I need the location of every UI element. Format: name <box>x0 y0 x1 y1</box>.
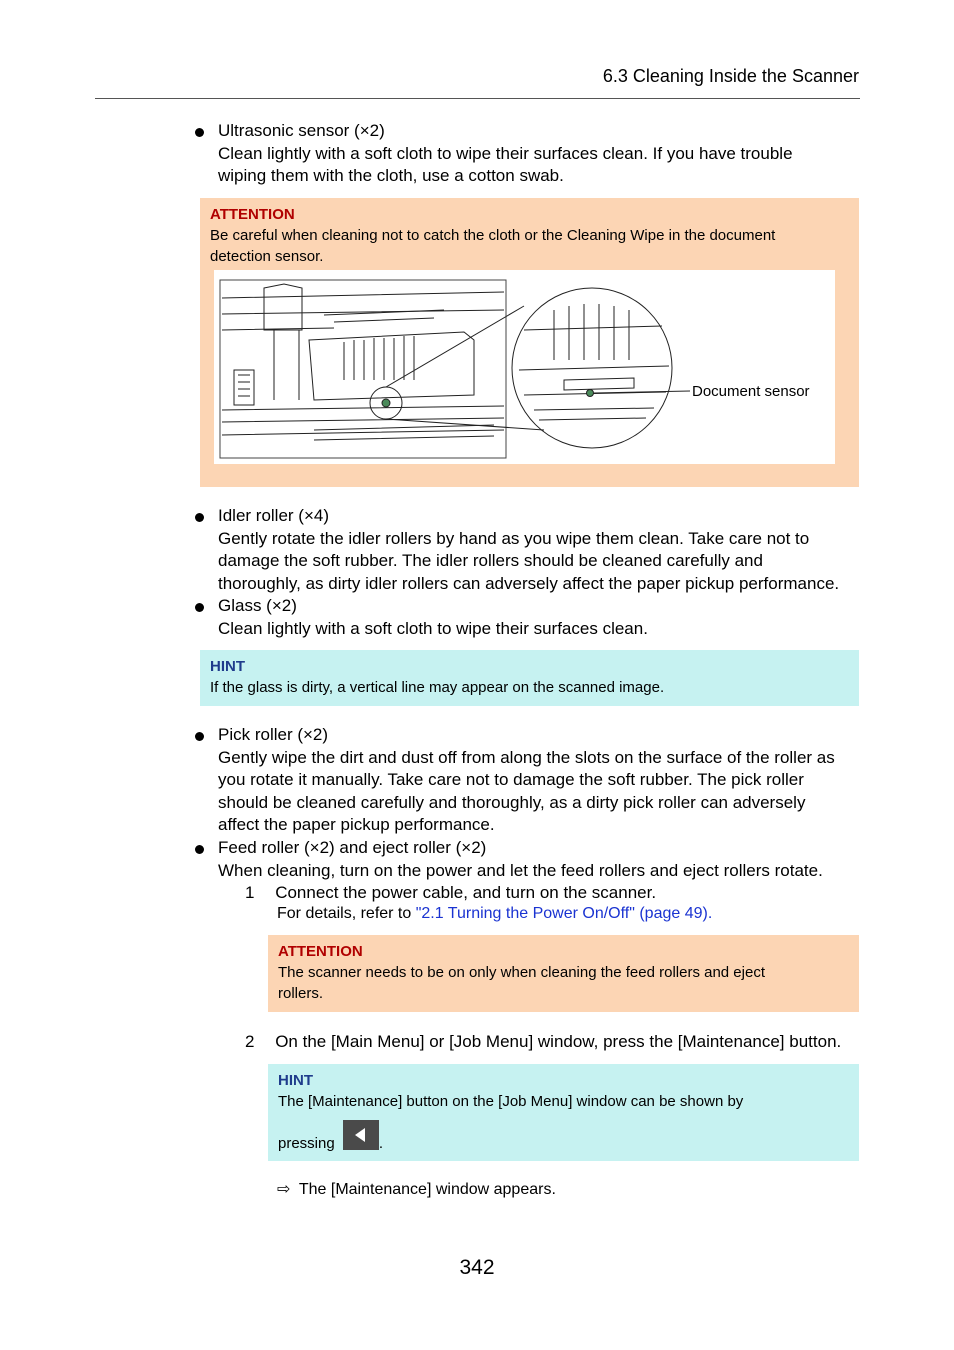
detail-suffix: . <box>707 905 713 922</box>
item-title: Feed roller (×2) and eject roller (×2) <box>218 838 487 857</box>
list-item-feed <box>195 837 823 882</box>
item-title: Glass (×2) <box>218 596 297 615</box>
figure-callout-label: Document sensor <box>692 383 810 400</box>
item-text-line: Clean lightly with a soft cloth to wipe their surfaces clean. <box>218 618 648 638</box>
list-item-pick <box>195 724 835 837</box>
list-item-glass <box>195 595 648 640</box>
step-text: On the [Main Menu] or [Job Menu] window, press the [Maintenance] button. <box>275 1032 842 1051</box>
step-2 <box>245 1031 841 1053</box>
attention-text-line: Be careful when cleaning not to catch the cloth or the Cleaning Wipe in the document <box>210 227 776 244</box>
step-1 <box>245 882 656 904</box>
item-text-line: should be cleaned carefully and thoroughly, as a dirty pick roller can adversely <box>218 792 806 812</box>
attention-label: ATTENTION <box>278 943 363 960</box>
step-number: 2 <box>245 1032 255 1051</box>
item-text-line: Gently wipe the dirt and dust off from along the slots on the surface of the roller as <box>218 747 835 767</box>
attention-text-line: The scanner needs to be on only when cleaning the feed rollers and eject <box>278 964 765 981</box>
attention-text-line: detection sensor. <box>210 248 324 265</box>
list-item-ultrasonic <box>195 120 793 188</box>
list-item-idler <box>195 505 839 595</box>
result-arrow-icon: ⇨ <box>277 1181 291 1198</box>
item-text-line: affect the paper pickup performance. <box>218 815 495 834</box>
hint-text-line: The [Maintenance] button on the [Job Menu] window can be shown by <box>278 1093 744 1110</box>
item-text-line: Gently rotate the idler rollers by hand as you wipe them clean. Take care not to <box>218 528 810 548</box>
hint-label: HINT <box>210 658 245 675</box>
hint-label: HINT <box>278 1072 313 1089</box>
attention-label: ATTENTION <box>210 206 295 223</box>
item-text-line: thoroughly, as dirty idler rollers can adversely affect the paper pickup performance. <box>218 573 840 593</box>
bullet-icon <box>195 128 204 137</box>
item-text-line: you rotate it manually. Take care not to damage the soft rubber. The pick roller <box>218 770 804 789</box>
bullet-icon <box>195 513 204 522</box>
result-text: The [Maintenance] window appears. <box>298 1181 556 1198</box>
section-title: 6.3 Cleaning Inside the Scanner <box>602 66 859 86</box>
bullet-icon <box>195 732 204 741</box>
step-text: Connect the power cable, and turn on the scanner. <box>275 883 657 902</box>
hint-text: If the glass is dirty, a vertical line may appear on the scanned image. <box>210 679 665 696</box>
scanner-illustration <box>214 270 835 464</box>
item-title: Pick roller (×2) <box>218 725 329 744</box>
step-1-detail <box>277 904 712 924</box>
attention-box <box>268 935 859 1012</box>
hint-text-suffix: . <box>378 1135 384 1152</box>
item-text-line: damage the soft rubber. The idler rollers should be cleaned carefully and <box>218 551 763 570</box>
page-number: 342 <box>459 1256 495 1279</box>
item-title: Idler roller (×4) <box>218 506 330 525</box>
back-arrow-button-icon <box>343 1120 379 1150</box>
hint-box <box>200 650 859 706</box>
hint-text-prefix: pressing <box>278 1135 335 1152</box>
document-sensor-figure <box>214 270 835 464</box>
item-text-line: wiping them with the cloth, use a cotton swab. <box>218 166 564 185</box>
item-title: Ultrasonic sensor (×2) <box>218 121 385 140</box>
step-number: 1 <box>245 883 255 902</box>
step-result <box>277 1180 556 1200</box>
item-text-line: When cleaning, turn on the power and let the feed rollers and eject rollers rotate. <box>218 860 823 880</box>
detail-prefix: For details, refer to <box>277 905 416 922</box>
bullet-icon <box>195 845 204 854</box>
attention-text-line: rollers. <box>278 985 324 1002</box>
bullet-icon <box>195 603 204 612</box>
cross-reference-link[interactable]: "2.1 Turning the Power On/Off" (page 49) <box>415 905 708 922</box>
item-text-line: Clean lightly with a soft cloth to wipe their surfaces clean. If you have trouble <box>218 143 793 163</box>
header-divider <box>95 98 860 99</box>
hint-box <box>268 1064 859 1161</box>
hint-text-line <box>278 1120 849 1154</box>
